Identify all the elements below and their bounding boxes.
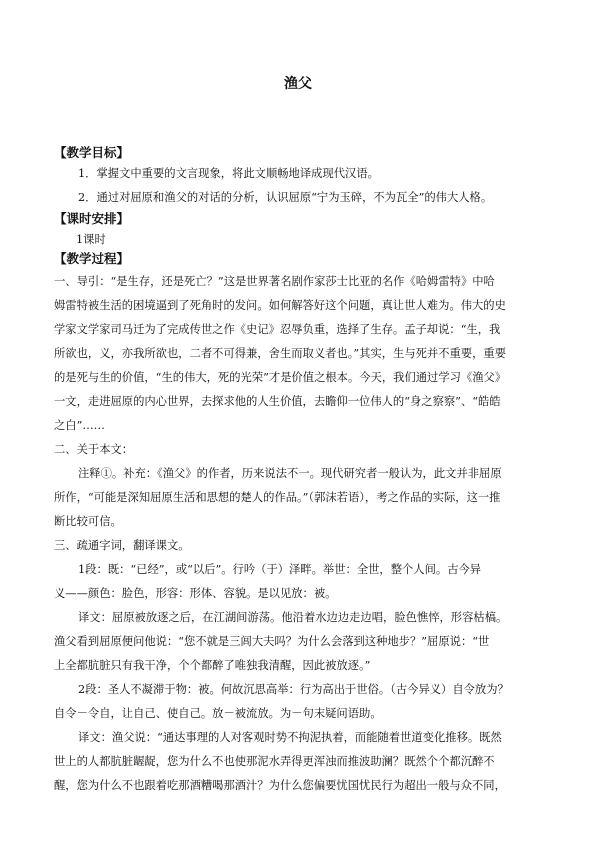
body-line: 醒，您为什么不也跟着吃那酒糟喝那酒汁？为什么您偏要忧国忧民行为超出一般与众不同，	[54, 779, 506, 792]
body-line: 一、导引：“是生存，还是死亡？”这是世界著名剧作家莎士比亚的名作《哈姆雷特》中哈	[54, 275, 495, 288]
schedule-text: 1课时	[76, 233, 106, 246]
body-line: 断比较可信。	[54, 515, 122, 528]
goal-item: 2．通过对屈原和渔父的对话的分析，认识屈原“宁为玉碎，不为瓦全”的伟大人格。	[78, 191, 493, 204]
body-line: 义——颜色：脸色，形容：形体、容貌。是以见放：被。	[54, 587, 337, 600]
teaching-goals-heading: 【教学目标】	[54, 145, 130, 160]
body-line: 2段：圣人不凝滞于物：被。何故沉思高举：行为高出于世俗。（古今异义）自令放为？	[78, 683, 509, 696]
schedule-heading: 【课时安排】	[54, 211, 130, 226]
body-line: 注释①。补充：《渔父》的作者，历来说法不一。现代研究者一般认为，此文并非屈原	[78, 467, 502, 480]
section-heading: 三、疏通字词，翻译课文。	[54, 539, 190, 552]
document-title: 渔父	[284, 76, 312, 92]
body-line: 之白”……	[54, 419, 105, 432]
body-line: 所作，“可能是深知屈原生活和思想的楚人的作品。”（郭沫若语），考之作品的实际，这一推	[54, 491, 501, 504]
body-line: 学家文学家司马迁为了完成传世之作《史记》忍辱负重，选择了生存。孟子却说：“生，我	[54, 323, 501, 336]
section-heading: 二、关于本文：	[54, 443, 134, 456]
body-line: 的是死与生的价值，“生的伟大，死的光荣”才是价值之根本。今天，我们通过学习《渔父》	[54, 371, 507, 384]
body-line: 一文，走进屈原的内心世界，去探求他的人生价值，去瞻仰一位伟人的“身之察察”、“皓皓	[54, 395, 501, 408]
body-line: 1段：既：“已经”，或“以后”。行吟（于）泽畔。举世：全世，整个人间。古今异	[78, 563, 482, 576]
body-line: 自令－令自，让自己、使自己。放－被流放。为－句末疑问语助。	[54, 707, 382, 720]
goal-item: 1．掌握文中重要的文言现象，将此文顺畅地译成现代汉语。	[78, 167, 379, 180]
teaching-process-heading: 【教学过程】	[54, 251, 130, 266]
body-line: 渔父看到屈原便问他说：“您不就是三闾大夫吗？为什么会落到这种地步？”屈原说：“世	[54, 635, 490, 648]
body-line: 所欲也，义，亦我所欲也，二者不可得兼，舍生而取义者也。”其实，生与死并不重要，重要	[54, 347, 507, 360]
body-line: 姆雷特被生活的困境逼到了死角时的发问。如何解答好这个问题，真让世人难为。伟大的史	[54, 299, 506, 312]
body-line: 世上的人都肮脏龌龊，您为什么不也使那泥水弄得更浑浊而推波助澜？既然个个都沉醉不	[54, 755, 495, 768]
body-line: 译文：屈原被放逐之后，在江湖间游荡。他沿着水边边走边唱，脸色憔悴，形容枯槁。	[78, 611, 508, 624]
body-line: 译文：渔父说：“通达事理的人对客观时势不拘泥执着，而能随着世道变化推移。既然	[78, 731, 502, 744]
body-line: 上全都肮脏只有我干净，个个都醉了唯独我清醒，因此被放逐。”	[54, 659, 371, 672]
